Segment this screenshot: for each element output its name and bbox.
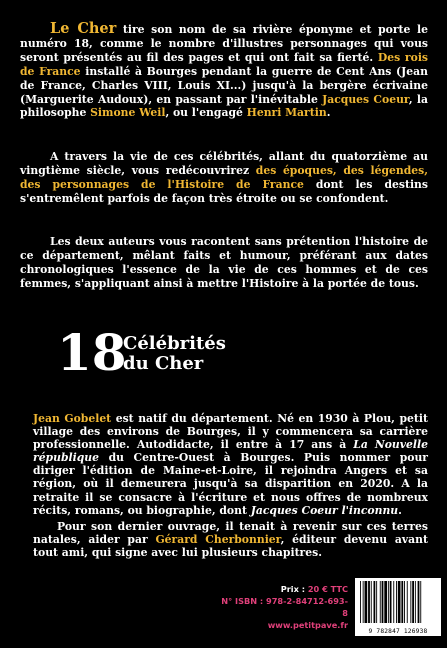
highlight-henri-martin: Henri Martin (246, 106, 327, 120)
website-link[interactable]: www.petitpave.fr (267, 620, 348, 630)
text-run: , ou l'engagé (165, 106, 247, 120)
second-paragraph (20, 150, 428, 206)
text-run: dont les destins s'entremêlent parfois de façon très étroite ou se confondent. (20, 177, 428, 205)
text-run: tire son nom de sa rivière éponyme et porte le numéro 18, comme le nombre d'illustres personnages qui vous seront présentés au fil des pages et qui ont fait sa fierté. (20, 23, 428, 64)
text-run: . (326, 106, 331, 120)
book-reference: Jacques Coeur l'inconnu (250, 503, 399, 517)
price-line (218, 583, 348, 595)
text-run: , éditeur devenu avant tout ami, qui signe avec lui plusieurs chapitres. (33, 533, 428, 560)
text-run: installé à Bourges pendant la guerre de Cent Ans (Jean de France, Charles VIII, Louis XI...) jusqu'à la bergère écrivaine (Marguerite Audoux), en passant par l'inévitable (20, 64, 428, 106)
highlight-jacques-coeur: Jacques Coeur (322, 92, 409, 106)
coauthor-name: Gérard Cherbonnier (155, 533, 281, 547)
highlight-epoques: des époques, des légendes, des personnages de l'Histoire de France (20, 163, 428, 191)
third-paragraph: Les deux auteurs vous racontent sans prétention l'histoire de ce département, mêlant faits et humour, préférant aux dates chronologiques l'essence de la vie de ces hommes et de ces femmes, s'appliquant ainsi à mettre l'Histoire à la portée de tous. (20, 235, 428, 290)
text-run: Pour son dernier ouvrage, il tenait à revenir sur ces terres natales, aider par (33, 520, 428, 547)
isbn-line: N° ISBN : 978-2-84712-693-8 (221, 596, 348, 618)
intro-paragraph (20, 22, 428, 120)
price-value: 20 € TTC (307, 584, 348, 594)
text-run: du Centre-Ouest à Bourges. Puis nommer pour diriger l'édition de Maine-et-Loire, il rejoindra Angers et sa région, où il demeurera jusqu'à sa disparition en 2020. A la retraite il se consacre à l'écriture et nous offres de nombreux récits, romans, ou biographie, dont (33, 451, 428, 517)
lead-title: Le Cher (50, 20, 117, 37)
title-number: 18 (57, 323, 127, 382)
barcode-icon (355, 578, 441, 626)
highlight-rois: Des rois de France (20, 50, 429, 78)
coauthor-paragraph (33, 520, 428, 559)
title-line-2: du Cher (123, 353, 204, 374)
publication-info (218, 583, 348, 631)
newspaper-title: La Nouvelle république (33, 438, 428, 465)
text-run: est natif du département. Né en 1930 à Plou, petit village des environs de Bourges, il y commencera sa carrière professionnelle. Autodidacte, il entre à 17 ans à (33, 412, 428, 452)
barcode (355, 578, 441, 636)
author-name: Jean Gobelet (33, 412, 112, 425)
book-title (57, 325, 357, 385)
author-bio (33, 412, 428, 517)
highlight-simone-weil: Simone Weil (90, 106, 166, 120)
title-line-1: Célébrités (123, 333, 226, 354)
text-run: , la philosophe (20, 92, 428, 120)
text-run: A travers la vie de ces célébrités, allant du quatorzième au vingtième siècle, vous redécouvrirez (20, 150, 428, 177)
barcode-digits: 9 782847 126938 (368, 628, 428, 635)
text-run: . (398, 503, 402, 517)
price-label: Prix : (280, 584, 308, 594)
